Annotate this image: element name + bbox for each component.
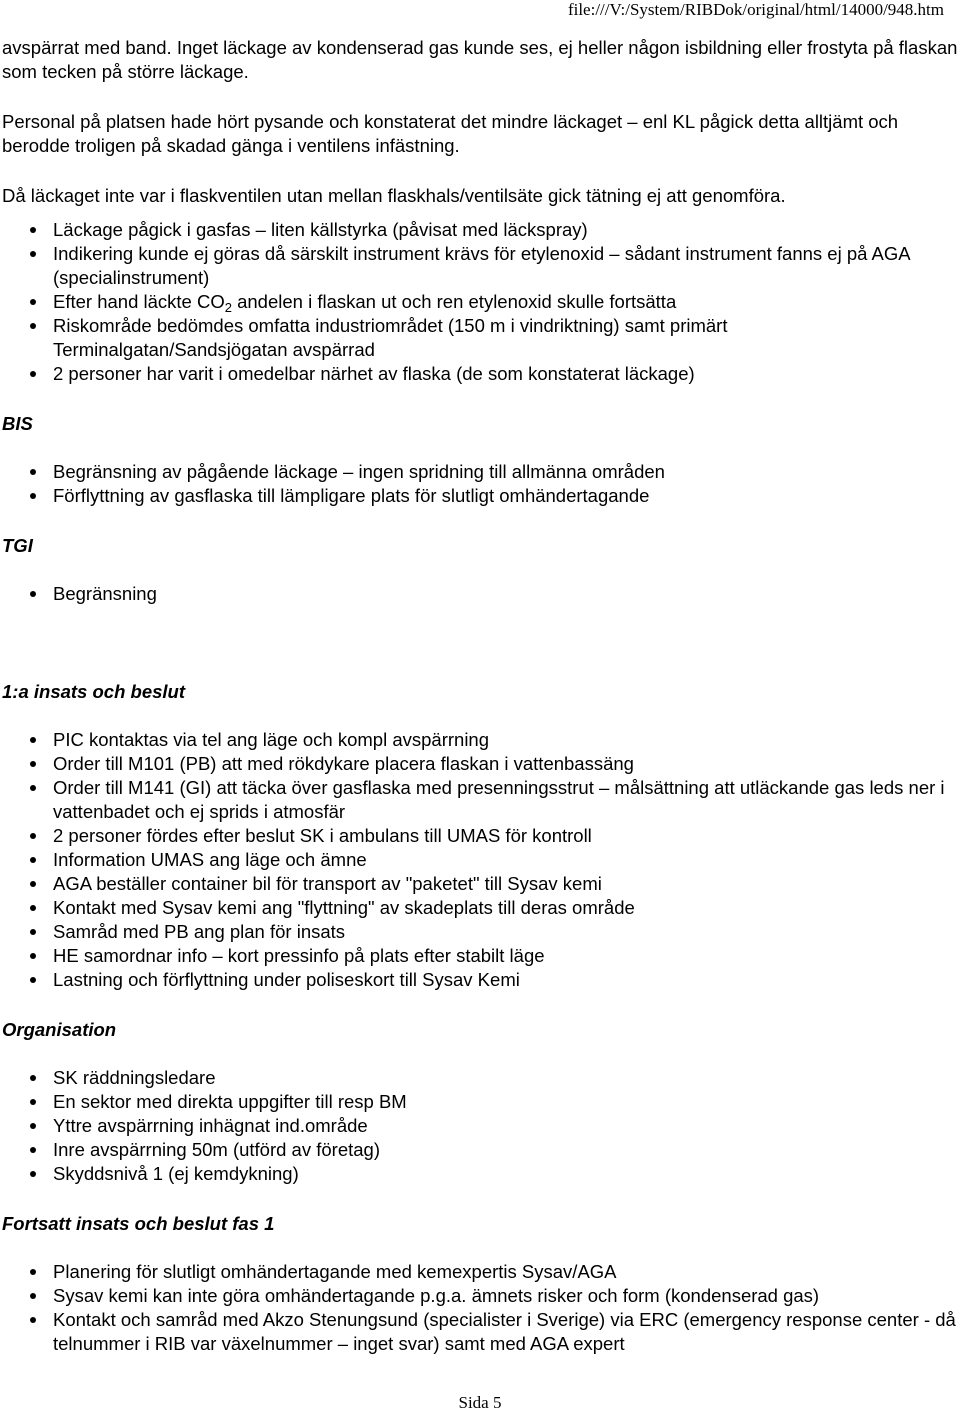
list-item: Begränsning av pågående läckage – ingen spridning till allmänna områden	[53, 460, 960, 484]
paragraph-containment: avspärrat med band. Inget läckage av kondenserad gas kunde ses, ej heller någon isbildning eller frostyta på flaskan som tecken på större läckage.	[2, 37, 958, 82]
continued-action-list	[2, 1260, 960, 1356]
section-heading-continued-action: Fortsatt insats och beslut fas 1	[2, 1213, 275, 1234]
section-heading-tgi: TGI	[2, 535, 33, 556]
page-number: Sida 5	[458, 1393, 502, 1412]
document-body	[2, 36, 960, 1356]
list-item: 2 personer har varit i omedelbar närhet av flaska (de som konstaterat läckage)	[53, 362, 960, 386]
list-item: Information UMAS ang läge och ämne	[53, 848, 960, 872]
list-item: PIC kontaktas via tel ang läge och kompl avspärrning	[53, 728, 960, 752]
list-item: Förflyttning av gasflaska till lämpligare plats för slutligt omhändertagande	[53, 484, 960, 508]
list-item: En sektor med direkta uppgifter till resp BM	[53, 1090, 960, 1114]
list-item: SK räddningsledare	[53, 1066, 960, 1090]
list-item: Kontakt och samråd med Akzo Stenungsund (specialister i Sverige) via ERC (emergency response center - då telnummer i RIB var växelnummer – inget svar) samt med AGA expert	[53, 1308, 960, 1356]
list-item: Läckage pågick i gasfas – liten källstyrka (påvisat med läckspray)	[53, 218, 960, 242]
list-item: Indikering kunde ej göras då särskilt instrument krävs för etylenoxid – sådant instrument fanns ej på AGA (specialinstrument)	[53, 242, 960, 290]
section-heading-first-action: 1:a insats och beslut	[2, 681, 185, 702]
paragraph-sealing-impossible: Då läckaget inte var i flaskventilen utan mellan flaskhals/ventilsäte gick tätning ej att genomföra.	[2, 185, 786, 206]
list-item: Planering för slutligt omhändertagande med kemexpertis Sysav/AGA	[53, 1260, 960, 1284]
list-item: Order till M141 (GI) att täcka över gasflaska med presenningsstrut – målsättning att utläckande gas leds ner i vattenbadet och ej sprids i atmosfär	[53, 776, 960, 824]
list-item: 2 personer fördes efter beslut SK i ambulans till UMAS för kontroll	[53, 824, 960, 848]
list-item: Begränsning	[53, 582, 960, 606]
section-heading-bis: BIS	[2, 413, 33, 434]
list-item: Kontakt med Sysav kemi ang "flyttning" av skadeplats till deras område	[53, 896, 960, 920]
section-heading-organisation: Organisation	[2, 1019, 117, 1040]
list-item: Efter hand läckte $CO_2$ andelen i flaskan ut och ren etylenoxid skulle fortsätta	[53, 290, 960, 314]
list-item: Skyddsnivå 1 (ej kemdykning)	[53, 1162, 960, 1186]
list-item: HE samordnar info – kort pressinfo på plats efter stabilt läge	[53, 944, 960, 968]
bis-list	[2, 460, 960, 508]
list-item: Sysav kemi kan inte göra omhändertagande p.g.a. ämnets risker och form (kondenserad gas)	[53, 1284, 960, 1308]
tgi-list	[2, 582, 960, 606]
list-item: Samråd med PB ang plan för insats	[53, 920, 960, 944]
list-item: Order till M101 (PB) att med rökdykare placera flaskan i vattenbassäng	[53, 752, 960, 776]
list-item: Inre avspärrning 50m (utförd av företag)	[53, 1138, 960, 1162]
organisation-list	[2, 1066, 960, 1186]
paragraph-leak-observed: Personal på platsen hade hört pysande och konstaterat det mindre läckaget – enl KL pågick detta alltjämt och berodde troligen på skadad gänga i ventilens infästning.	[2, 111, 899, 156]
list-item: AGA beställer container bil för transport av "paketet" till Sysav kemi	[53, 872, 960, 896]
list-item: Lastning och förflyttning under poliseskort till Sysav Kemi	[53, 968, 960, 992]
list-item: Yttre avspärrning inhägnat ind.område	[53, 1114, 960, 1138]
first-action-list	[2, 728, 960, 992]
situation-list	[2, 218, 960, 386]
file-url-header: file:///V:/System/RIBDok/original/html/14000/948.htm	[567, 0, 944, 19]
list-item: Riskområde bedömdes omfatta industriområdet (150 m i vindriktning) samt primärt Terminalgatan/Sandsjögatan avspärrad	[53, 314, 960, 362]
